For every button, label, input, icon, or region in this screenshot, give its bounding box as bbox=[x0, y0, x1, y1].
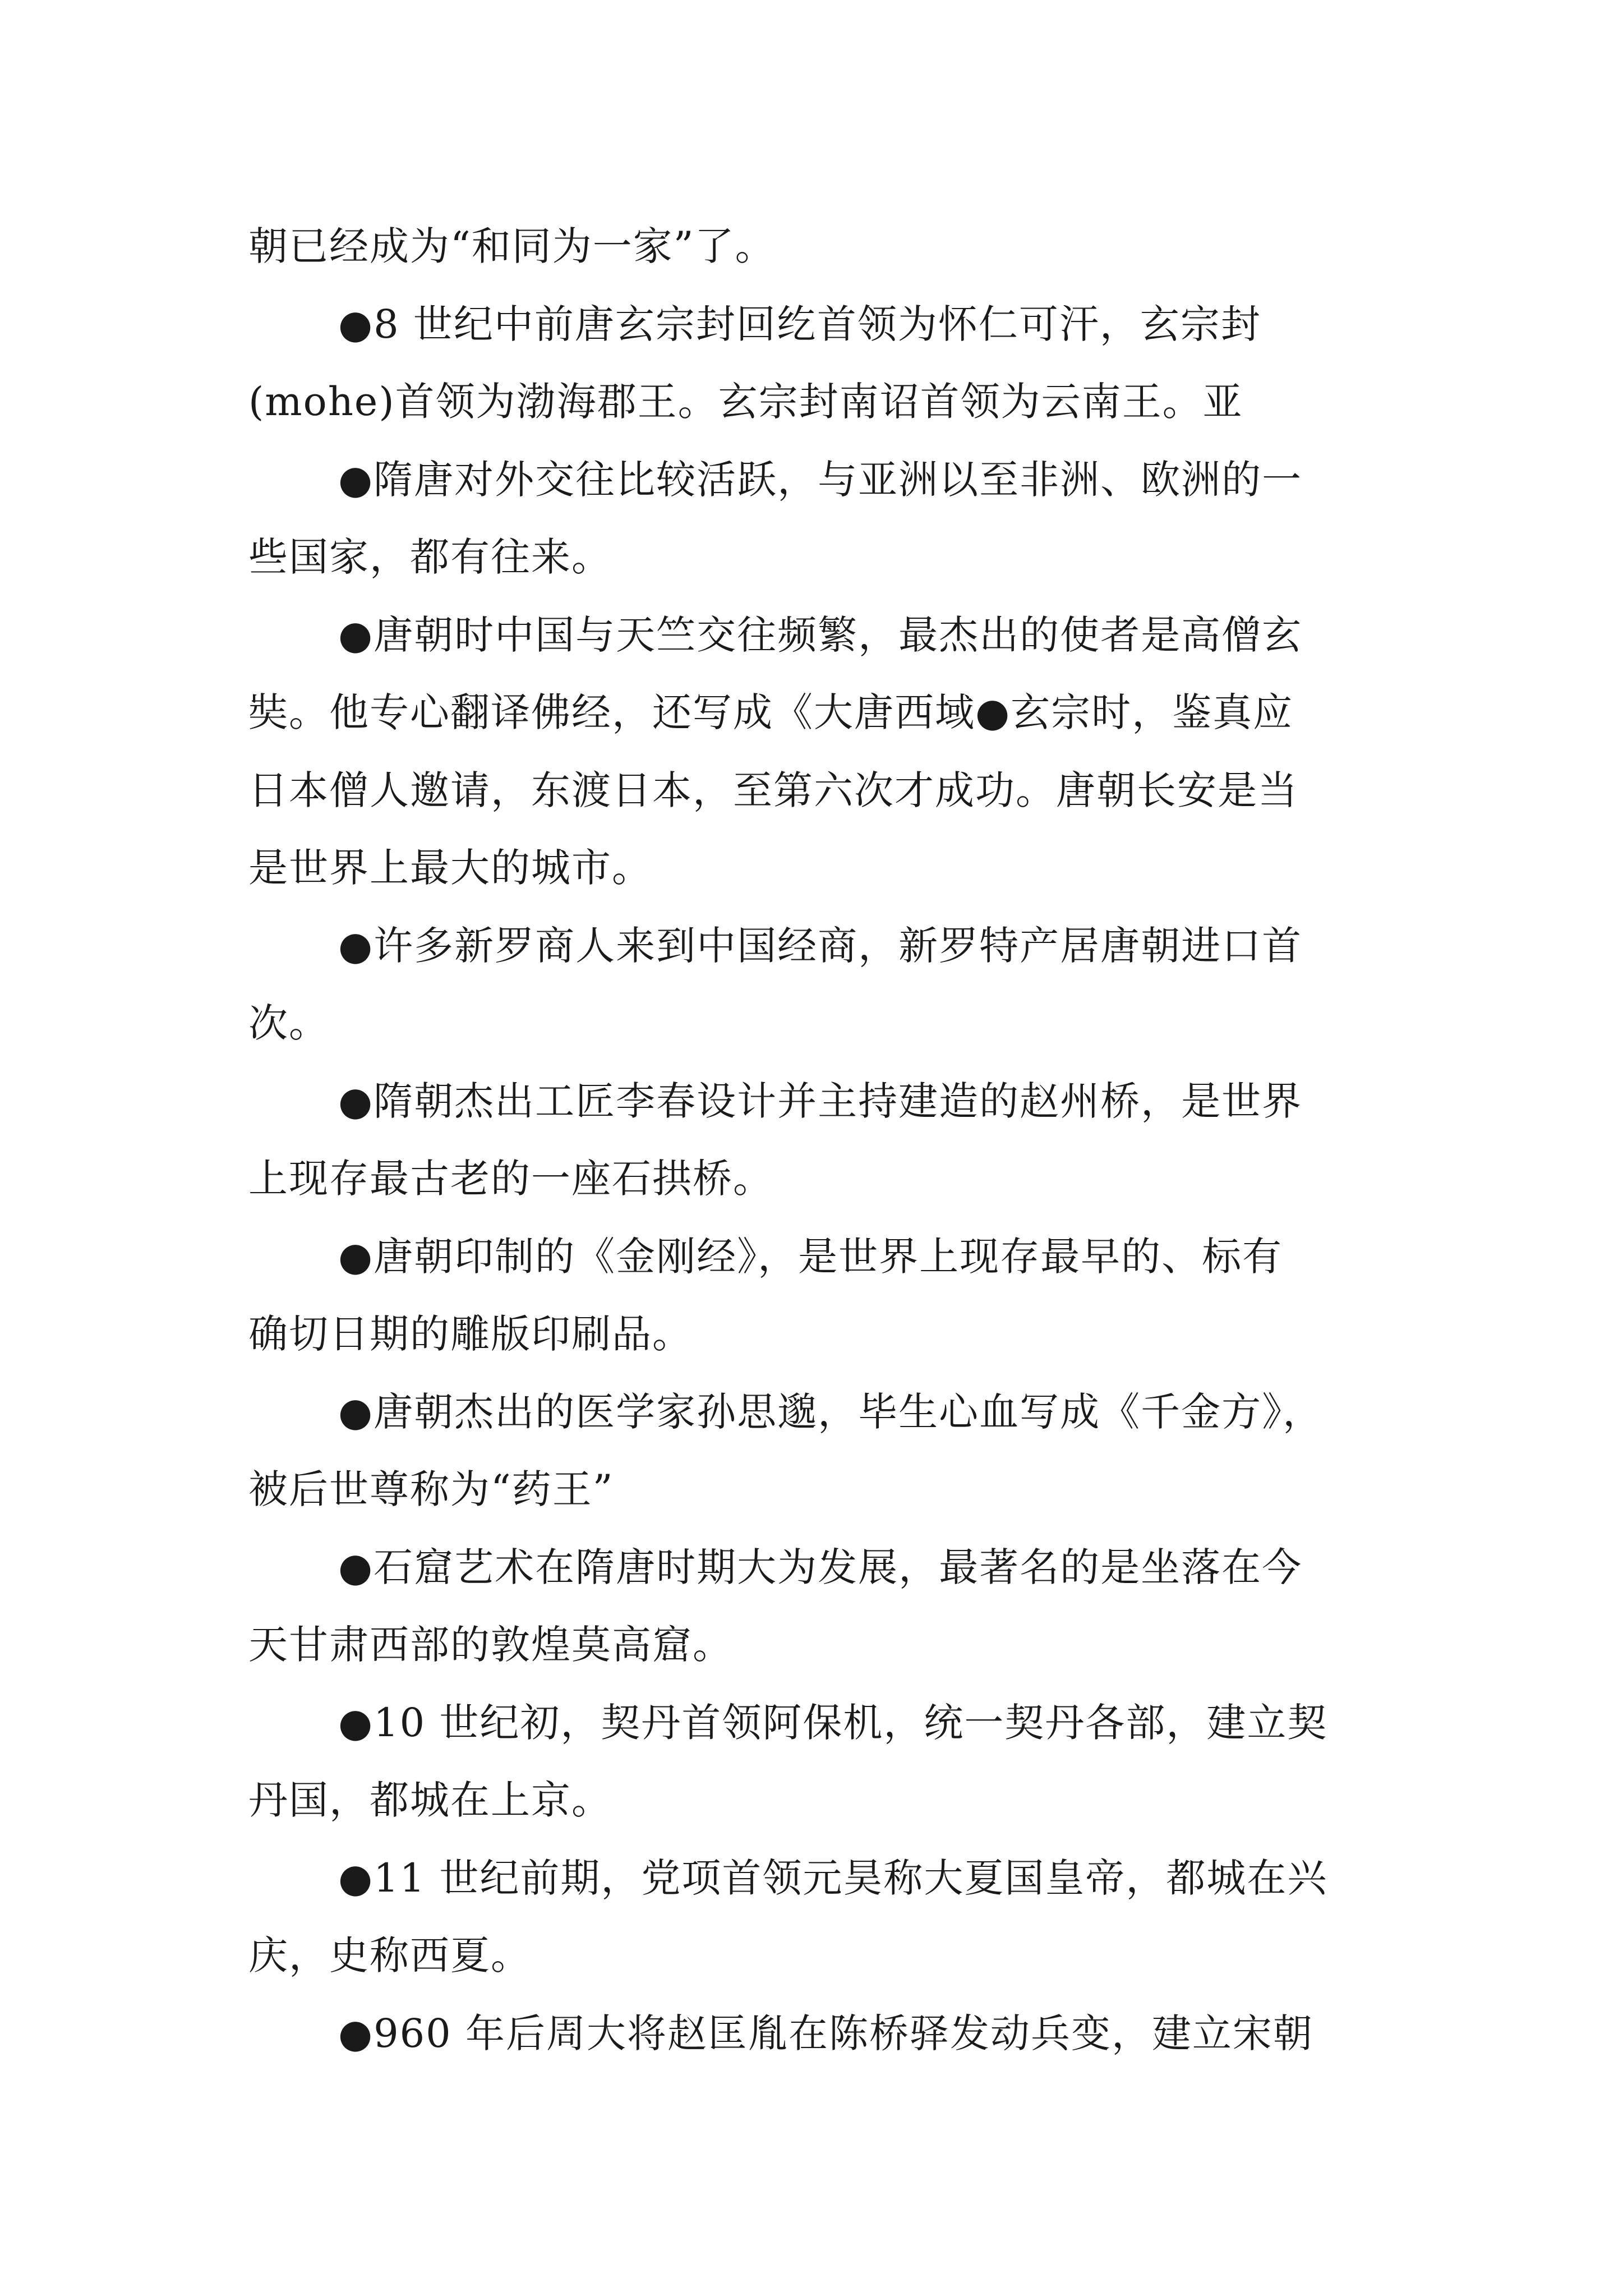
paragraph bbox=[248, 1529, 1381, 1684]
paragraph bbox=[248, 441, 1381, 596]
text-line: 丹国，都城在上京。 bbox=[248, 1777, 612, 1823]
document-body bbox=[248, 208, 1381, 2072]
text-line: ●唐朝杰出的医学家孙思邈，毕生心血写成《千金方》， bbox=[338, 1388, 1324, 1435]
text-line: (mohe)首领为渤海郡王。玄宗封南诏首领为云南王。亚 bbox=[248, 379, 1243, 425]
paragraph bbox=[248, 208, 1381, 286]
text-line: ●唐朝印制的《金刚经》，是世界上现存最早的、标有 bbox=[338, 1233, 1283, 1280]
text-line: 次。 bbox=[248, 1000, 329, 1046]
text-line: ●11 世纪前期，党项首领元昊称大夏国皇帝，都城在兴 bbox=[338, 1855, 1328, 1901]
text-line: ●隋朝杰出工匠李春设计并主持建造的赵州桥，是世界 bbox=[338, 1078, 1303, 1124]
paragraph bbox=[248, 596, 1381, 907]
text-line: 被后世尊称为“药王” bbox=[248, 1466, 614, 1512]
text-line: ●唐朝时中国与天竺交往频繁，最杰出的使者是高僧玄 bbox=[338, 611, 1303, 658]
text-line: ●许多新罗商人来到中国经商，新罗特产居唐朝进口首 bbox=[338, 922, 1303, 969]
text-line: 奘。他专心翻译佛经，还写成《大唐西域●玄宗时，鉴真应 bbox=[248, 689, 1294, 735]
text-line: 是世界上最大的城市。 bbox=[248, 845, 652, 891]
paragraph bbox=[248, 1684, 1381, 1839]
paragraph bbox=[248, 1373, 1381, 1529]
text-line: 确切日期的雕版印刷品。 bbox=[248, 1311, 693, 1357]
text-line: ●10 世纪初，契丹首领阿保机，统一契丹各部，建立契 bbox=[338, 1699, 1328, 1746]
paragraph bbox=[248, 907, 1381, 1062]
text-line: 朝已经成为“和同为一家”了。 bbox=[248, 223, 776, 269]
text-line: ●960 年后周大将赵匡胤在陈桥驿发动兵变，建立宋朝 bbox=[338, 2010, 1313, 2056]
text-line: ●石窟艺术在隋唐时期大为发展，最著名的是坐落在今 bbox=[338, 1544, 1303, 1590]
text-line: 庆，史称西夏。 bbox=[248, 1932, 531, 1978]
text-line: 些国家，都有往来。 bbox=[248, 534, 612, 580]
paragraph bbox=[248, 1995, 1381, 2073]
text-line: 天甘肃西部的敦煌莫高窟。 bbox=[248, 1622, 733, 1668]
text-line: ●隋唐对外交往比较活跃，与亚洲以至非洲、欧洲的一 bbox=[338, 456, 1303, 503]
text-line: 上现存最古老的一座石拱桥。 bbox=[248, 1156, 773, 1202]
paragraph bbox=[248, 1062, 1381, 1218]
paragraph bbox=[248, 1218, 1381, 1373]
text-line: 日本僧人邀请，东渡日本，至第六次才成功。唐朝长安是当 bbox=[248, 767, 1298, 813]
paragraph bbox=[248, 286, 1381, 441]
paragraph bbox=[248, 1839, 1381, 1995]
text-line: ●8 世纪中前唐玄宗封回纥首领为怀仁可汗，玄宗封 bbox=[338, 301, 1261, 347]
